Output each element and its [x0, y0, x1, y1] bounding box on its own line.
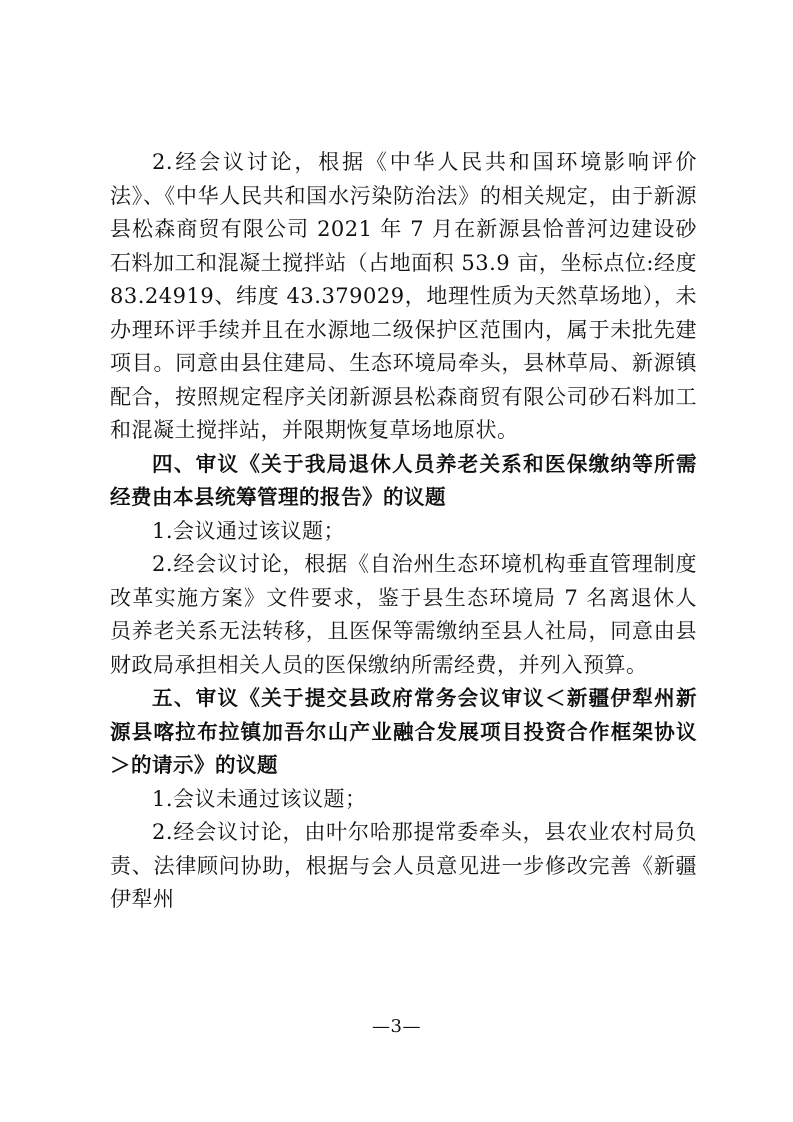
section-heading-five: 五、审议《关于提交县政府常务会议审议＜新疆伊犁州新源县喀拉布拉镇加吾尔山产业融合发展项目投资合作框架协议＞的请示》的议题: [110, 686, 697, 777]
section-heading-four: 四、审议《关于我局退休人员养老关系和医保缴纳等所需经费由本县统筹管理的报告》的议题: [110, 451, 697, 509]
paragraph-item-2-pension: 2.经会议讨论，根据《自治州生态环境机构垂直管理制度改革实施方案》文件要求，鉴于县生态环境局 7 名离退休人员养老关系无法转移，且医保等需缴纳至县人社局，同意由县财政局承担相关人员的医保缴纳所需经费，并列入预算。: [110, 552, 697, 677]
document-body: [110, 146, 697, 917]
paragraph-item-1-not-passed: 1.会议未通过该议题；: [152, 786, 367, 811]
page-number: —3—: [372, 1016, 421, 1037]
paragraph-item-2-decision: 2.经会议讨论，根据《中华人民共和国环境影响评价法》、《中华人民共和国水污染防治法》的相关规定，由于新源县松森商贸有限公司 2021 年 7 月在新源县恰普河边建设砂石料加工和混凝土搅拌站（占地面积 53.9 亩，坐标点位:经度 83.24919、纬度 43.379029，地理性质为天然草场地），未办理环评手续并且在水源地二级保护区范围内，属于未批先建项目。同意由县住建局、生态环境局牵头，县林草局、新源镇配合，按照规定程序关闭新源县松森商贸有限公司砂石料加工和混凝土搅拌站，并限期恢复草场地原状。: [110, 150, 697, 442]
paragraph-item-1-passed: 1.会议通过该议题；: [152, 518, 346, 543]
paragraph-item-2-revision: 2.经会议讨论，由叶尔哈那提常委牵头，县农业农村局负责、法律顾问协助，根据与会人员意见进一步修改完善《新疆伊犁州: [110, 820, 697, 911]
